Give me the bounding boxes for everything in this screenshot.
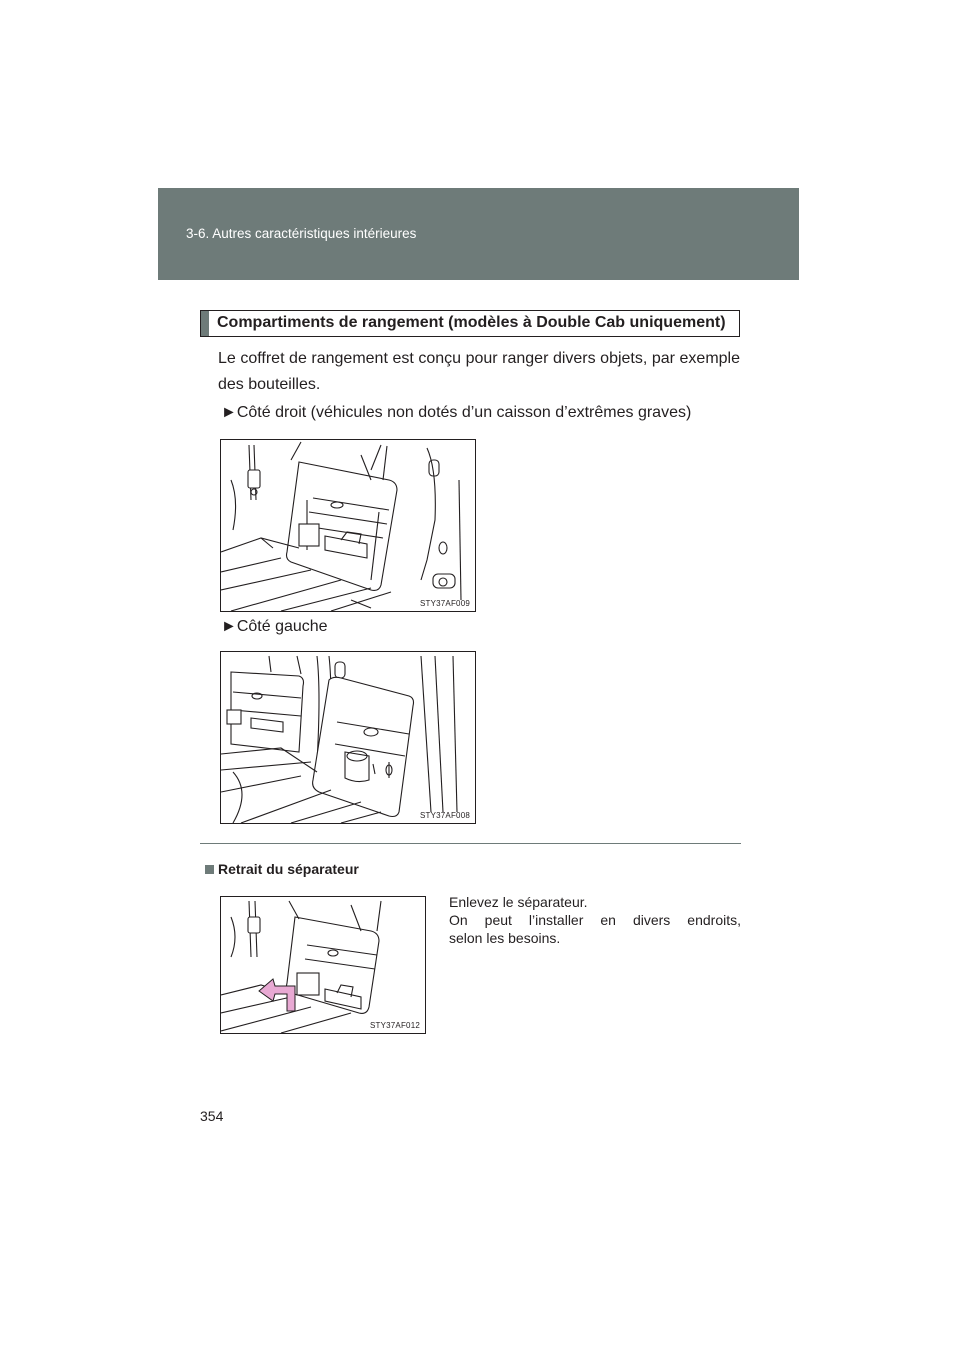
storage-left-illustration (221, 652, 475, 823)
removal-line-2: On peut l’installer en divers endroits, (449, 912, 741, 928)
heading-accent-bar (201, 311, 209, 336)
storage-right-illustration (221, 440, 475, 611)
removal-heading-text: Retrait du séparateur (218, 861, 359, 877)
section-heading-box (200, 310, 740, 337)
figure-code-right: STY37AF009 (419, 599, 470, 608)
figure-separator-removal (220, 896, 426, 1034)
removal-instructions (449, 893, 741, 947)
removal-line-1: Enlevez le séparateur. (449, 894, 588, 910)
figure-caption-left: ►Côté gauche (221, 618, 328, 635)
figure-code-left: STY37AF008 (419, 811, 470, 820)
section-divider (200, 843, 741, 844)
removal-arrow-icon (257, 977, 301, 1013)
figure-caption-right: ►Côté droit (véhicules non dotés d’un caisson d’extrêmes graves) (221, 404, 692, 421)
section-heading: Compartiments de rangement (modèles à Double Cab uniquement) (217, 314, 726, 331)
figure-code-removal: STY37AF012 (369, 1021, 420, 1030)
removal-heading (205, 861, 359, 877)
heading-square-icon (205, 865, 214, 874)
chapter-header-band (158, 188, 799, 280)
intro-paragraph: Le coffret de rangement est conçu pour ranger divers objets, par exemple des bouteilles. (218, 350, 740, 393)
separator-removal-illustration (221, 897, 425, 1033)
figure-left-side-compartment (220, 651, 476, 824)
section-title: 3-6. Autres caractéristiques intérieures (186, 226, 417, 241)
figure-right-side-compartment (220, 439, 476, 612)
removal-line-3: selon les besoins. (449, 930, 561, 946)
page-number: 354 (200, 1108, 224, 1124)
